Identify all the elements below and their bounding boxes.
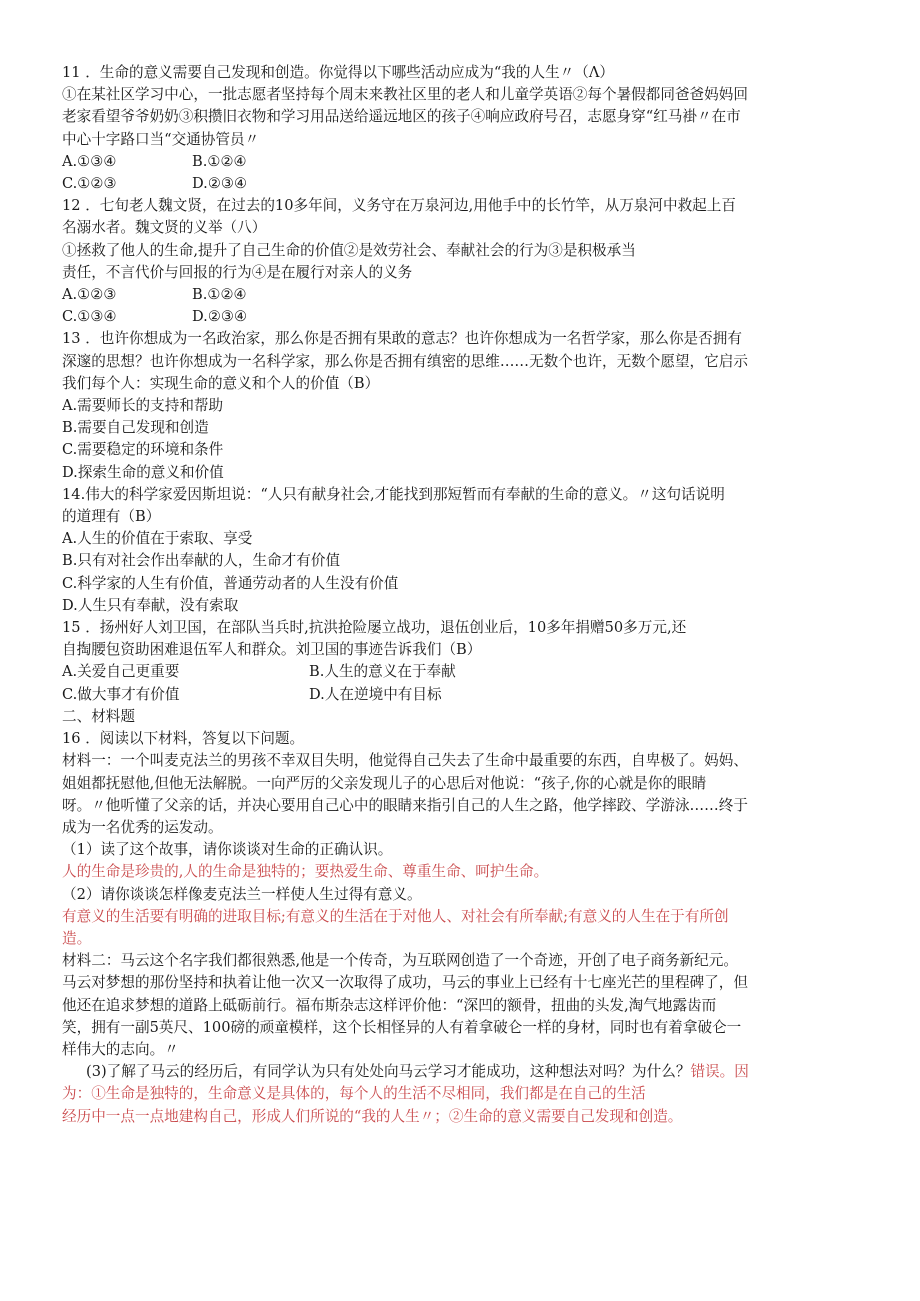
question-text-line: 老家看望爷爷奶奶③积攒旧衣物和学习用品送给遥远地区的孩子④响应政府号召，志愿身穿“红马褂〃在市 bbox=[62, 108, 741, 126]
question-stem: 14.伟大的科学家爱因斯坦说：“人只有献身社会,才能找到那短暂而有奉献的生命的意义。〃这句话说明 bbox=[62, 485, 725, 503]
option-a: A.需要师长的支持和帮助 bbox=[62, 397, 224, 415]
sub-question-3-line bbox=[62, 1061, 862, 1083]
section-heading: 二、材料题 bbox=[62, 707, 135, 725]
material-1-line: 材料一：一个叫麦克法兰的男孩不幸双目失明，他觉得自己失去了生命中最重要的东西，自卑极了。妈妈、 bbox=[62, 752, 748, 770]
option-a: A.关爱自己更重要 bbox=[62, 663, 180, 681]
options-row bbox=[62, 661, 862, 683]
options-row bbox=[62, 306, 862, 328]
sub-question-3: (3)了解了马云的经历后，有同学认为只有处处向马云学习才能成功，这种想法对吗？为什么？ bbox=[86, 1063, 691, 1081]
question-text-line: 我们每个人：实现生命的意义和个人的价值（B） bbox=[62, 374, 380, 392]
question-text-line: ①拯救了他人的生命,提升了自己生命的价值②是效劳社会、奉献社会的行为③是积极承当 bbox=[62, 241, 636, 259]
option-c: C.需要稳定的环境和条件 bbox=[62, 441, 224, 459]
question-11 bbox=[62, 62, 862, 195]
sub-question-1: （1）读了这个故事，请你谈谈对生命的正确认识。 bbox=[62, 841, 393, 859]
material-1-line: 姐姐都抚慰他,但他无法解脱。一向严厉的父亲发现儿子的心思后对他说：“孩子,你的心就是你的眼睛 bbox=[62, 774, 707, 792]
answer-3-start: 错误。因 bbox=[690, 1063, 749, 1081]
option-b: B.需要自己发现和创造 bbox=[62, 419, 209, 437]
question-stem: 12 ．七旬老人魏文贤，在过去的10多年间，义务守在万泉河边,用他手中的长竹竿，从万泉河中救起上百 bbox=[62, 197, 736, 215]
material-2-line: 马云对梦想的那份坚持和执着让他一次又一次取得了成功，马云的事业上已经有十七座光芒的里程碑了，但 bbox=[62, 974, 748, 992]
question-12 bbox=[62, 195, 862, 328]
question-14 bbox=[62, 484, 862, 617]
question-text-line: 自掏腰包资助困难退伍军人和群众。刘卫国的事迹告诉我们（B） bbox=[62, 641, 482, 659]
question-stem: 15 ．扬州好人刘卫国，在部队当兵时,抗洪抢险屡立战功，退伍创业后，10多年捐赠50多万元,还 bbox=[62, 619, 687, 637]
question-16 bbox=[62, 728, 862, 1128]
question-text-line: 中心十字路口当“交通协管员〃 bbox=[62, 130, 260, 148]
question-stem: 11 ．生命的意义需要自己发现和创造。你觉得以下哪些活动应成为“我的人生〃（Λ） bbox=[62, 64, 614, 81]
material-2-line: 样伟大的志向。〃 bbox=[62, 1040, 179, 1058]
material-1-line: 成为一名优秀的运发动。 bbox=[62, 818, 223, 836]
answer-3-line: 经历中一点一点地建构自己，形成人们所说的“我的人生〃；②生命的意义需要自己发现和创造。 bbox=[62, 1107, 683, 1125]
question-text-line: 深邃的思想？也许你想成为一名科学家，那么你是否拥有缜密的思维……无数个也许，无数个愿望，它启示 bbox=[62, 352, 748, 370]
question-13 bbox=[62, 328, 862, 483]
option-d: D.探索生命的意义和价值 bbox=[62, 463, 224, 481]
options-row bbox=[62, 173, 862, 195]
question-stem: 16 ．阅读以下材料，答复以下问题。 bbox=[62, 730, 305, 748]
question-text-line: 的道理有（B） bbox=[62, 508, 161, 526]
option-a: A.①②③ bbox=[62, 286, 117, 304]
option-d: D.人在逆境中有目标 bbox=[309, 685, 442, 703]
material-2-line: 材料二：马云这个名字我们都很熟悉,他是一个传奇，为互联网创造了一个奇迹，开创了电子商务新纪元。 bbox=[62, 952, 738, 970]
option-a: A.人生的价值在于索取、享受 bbox=[62, 530, 253, 548]
option-c: C.①②③ bbox=[62, 175, 117, 193]
answer-3-line: 为：①生命是独特的，生命意义是具体的，每个人的生活不尽相同，我们都是在自己的生活 bbox=[62, 1085, 646, 1103]
option-b: B.只有对社会作出奉献的人，生命才有价值 bbox=[62, 552, 341, 570]
option-c: C.科学家的人生有价值，普通劳动者的人生没有价值 bbox=[62, 574, 399, 592]
option-c: C.做大事才有价值 bbox=[62, 685, 180, 703]
material-2-line: 笑，拥有一副5英尺、100磅的顽童模样，这个长相怪异的人有着拿破仑一样的身材，同时也有着拿破仑一 bbox=[62, 1018, 742, 1036]
question-text-line: 责任，不言代价与回报的行为④是在履行对亲人的义务 bbox=[62, 263, 413, 281]
question-text-line: ①在某社区学习中心，一批志愿者坚持每个周末来教社区里的老人和儿童学英语②每个暑假都同爸爸妈妈回 bbox=[62, 86, 748, 104]
option-b: B.①②④ bbox=[192, 152, 247, 170]
option-d: D.②③④ bbox=[192, 308, 248, 326]
answer-2-line: 有意义的生活要有明确的进取目标;有意义的生活在于对他人、对社会有所奉献;有意义的人生在于有所创 bbox=[62, 907, 729, 925]
material-1-line: 呀。〃他听懂了父亲的话，并决心要用自己心中的眼睛来指引自己的人生之路，他学摔跤、学游泳……终于 bbox=[62, 796, 748, 814]
option-c: C.①③④ bbox=[62, 308, 117, 326]
option-a: A.①③④ bbox=[62, 152, 117, 170]
options-row bbox=[62, 151, 862, 173]
options-row bbox=[62, 284, 862, 306]
question-text-line: 名溺水者。魏文贤的义举（八） bbox=[62, 219, 267, 237]
material-2-line: 他还在追求梦想的道路上砥砺前行。福布斯杂志这样评价他：“深凹的额骨，扭曲的头发,淘气地露齿而 bbox=[62, 996, 717, 1014]
option-d: D.人生只有奉献，没有索取 bbox=[62, 596, 239, 614]
answer-1: 人的生命是珍贵的,人的生命是独特的；要热爱生命、尊重生命、呵护生命。 bbox=[62, 863, 549, 881]
worksheet-page bbox=[62, 62, 862, 1128]
option-b: B.人生的意义在于奉献 bbox=[309, 663, 456, 681]
options-row bbox=[62, 684, 862, 706]
option-b: B.①②④ bbox=[192, 286, 247, 304]
answer-2-line: 造。 bbox=[62, 929, 92, 947]
option-d: D.②③④ bbox=[192, 175, 248, 193]
question-15 bbox=[62, 617, 862, 706]
question-stem: 13 ．也许你想成为一名政治家，那么你是否拥有果敢的意志？也许你想成为一名哲学家，那么你是否拥有 bbox=[62, 330, 742, 348]
sub-question-2: （2）请你谈谈怎样像麦克法兰一样使人生过得有意义。 bbox=[62, 885, 422, 903]
